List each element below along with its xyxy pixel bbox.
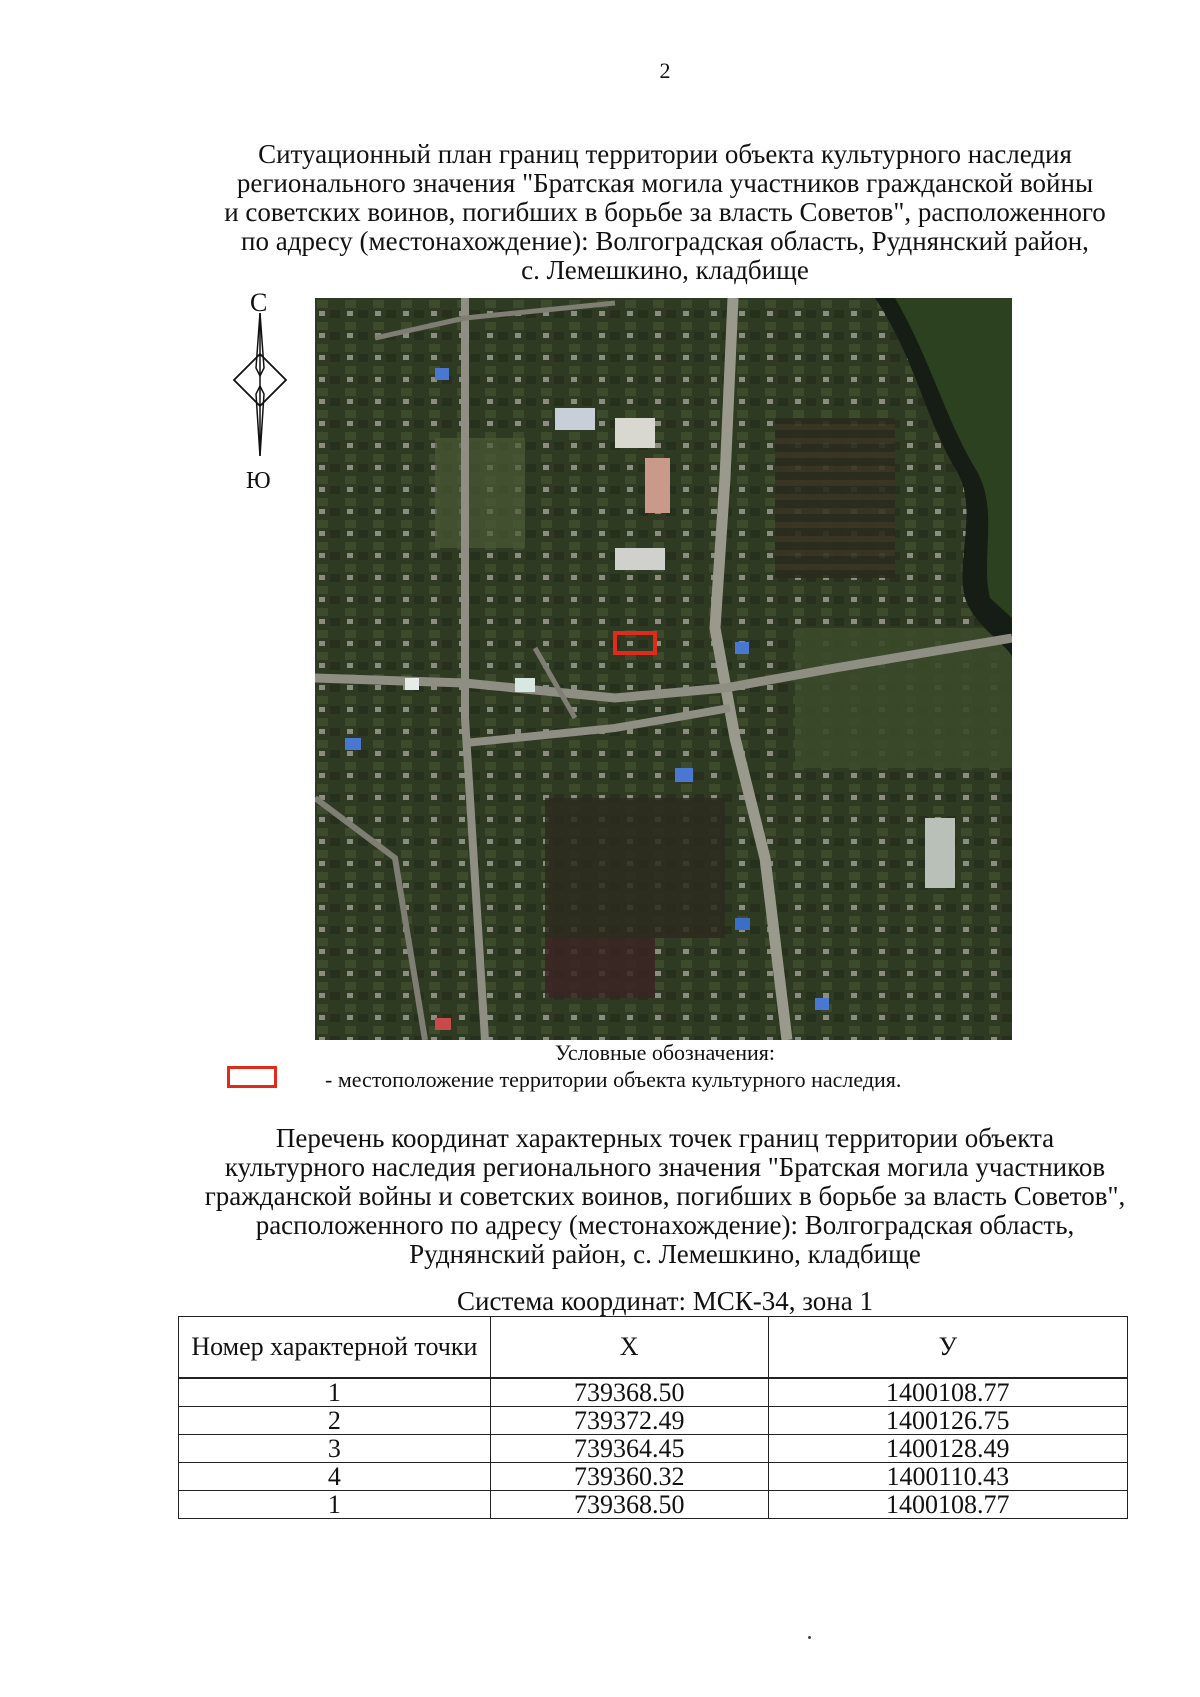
table-header-row: [179, 1317, 1128, 1379]
satellite-map: [315, 298, 1012, 1040]
cell-y: 1400110.43: [768, 1463, 1127, 1491]
table-row: [179, 1407, 1128, 1435]
scan-speck: [808, 1636, 811, 1639]
coordinates-list-title: [150, 1124, 1180, 1269]
plan-title-line: по адресу (местонахождение): Волгоградская область, Руднянский район,: [241, 226, 1089, 256]
plan-title: [150, 140, 1180, 285]
table-row: [179, 1463, 1128, 1491]
list-title-line: Перечень координат характерных точек границ территории объекта: [275, 1123, 1055, 1153]
table-row: [179, 1491, 1128, 1519]
header-x: X: [490, 1317, 768, 1379]
legend-swatch: [227, 1066, 277, 1088]
list-title-line: культурного наследия регионального значения "Братская могила участников: [224, 1152, 1106, 1182]
coordinates-table: [178, 1316, 1128, 1519]
plan-title-line: и советских воинов, погибших в борьбе за власть Советов", расположенного: [224, 197, 1106, 227]
cell-point: 2: [179, 1407, 491, 1435]
header-y: У: [768, 1317, 1127, 1379]
cell-point: 4: [179, 1463, 491, 1491]
plan-title-line: регионального значения "Братская могила участников гражданской войны: [236, 168, 1094, 198]
cell-point: 1: [179, 1491, 491, 1519]
cell-y: 1400128.49: [768, 1435, 1127, 1463]
plan-title-line: с. Лемешкино, кладбище: [521, 255, 809, 285]
legend-item-text: - местоположение территории объекта культурного наследия.: [325, 1067, 902, 1092]
cell-x: 739368.50: [490, 1491, 768, 1519]
cell-x: 739372.49: [490, 1407, 768, 1435]
list-title-line: Руднянский район, с. Лемешкино, кладбище: [409, 1239, 921, 1269]
cell-x: 739368.50: [490, 1378, 768, 1407]
cell-y: 1400108.77: [768, 1491, 1127, 1519]
cell-point: 1: [179, 1378, 491, 1407]
cell-point: 3: [179, 1435, 491, 1463]
table-row: [179, 1435, 1128, 1463]
header-point-number: Номер характерной точки: [179, 1317, 491, 1379]
list-title-line: расположенного по адресу (местонахождение): Волгоградская область,: [255, 1210, 1075, 1240]
compass-arrow-icon: [232, 288, 292, 488]
compass-north-label: С: [250, 288, 268, 317]
legend-title: Условные обозначения:: [554, 1040, 776, 1065]
compass-south-label: Ю: [246, 468, 271, 494]
page-number: 2: [659, 58, 671, 83]
coordinate-system-label: Система координат: МСК-34, зона 1: [457, 1286, 873, 1316]
list-title-line: гражданской войны и советских воинов, погибших в борьбе за власть Советов",: [204, 1181, 1126, 1211]
plan-title-line: Ситуационный план границ территории объекта культурного наследия: [258, 139, 1072, 169]
cell-y: 1400126.75: [768, 1407, 1127, 1435]
table-row: [179, 1378, 1128, 1407]
cell-x: 739364.45: [490, 1435, 768, 1463]
cell-x: 739360.32: [490, 1463, 768, 1491]
cell-y: 1400108.77: [768, 1378, 1127, 1407]
